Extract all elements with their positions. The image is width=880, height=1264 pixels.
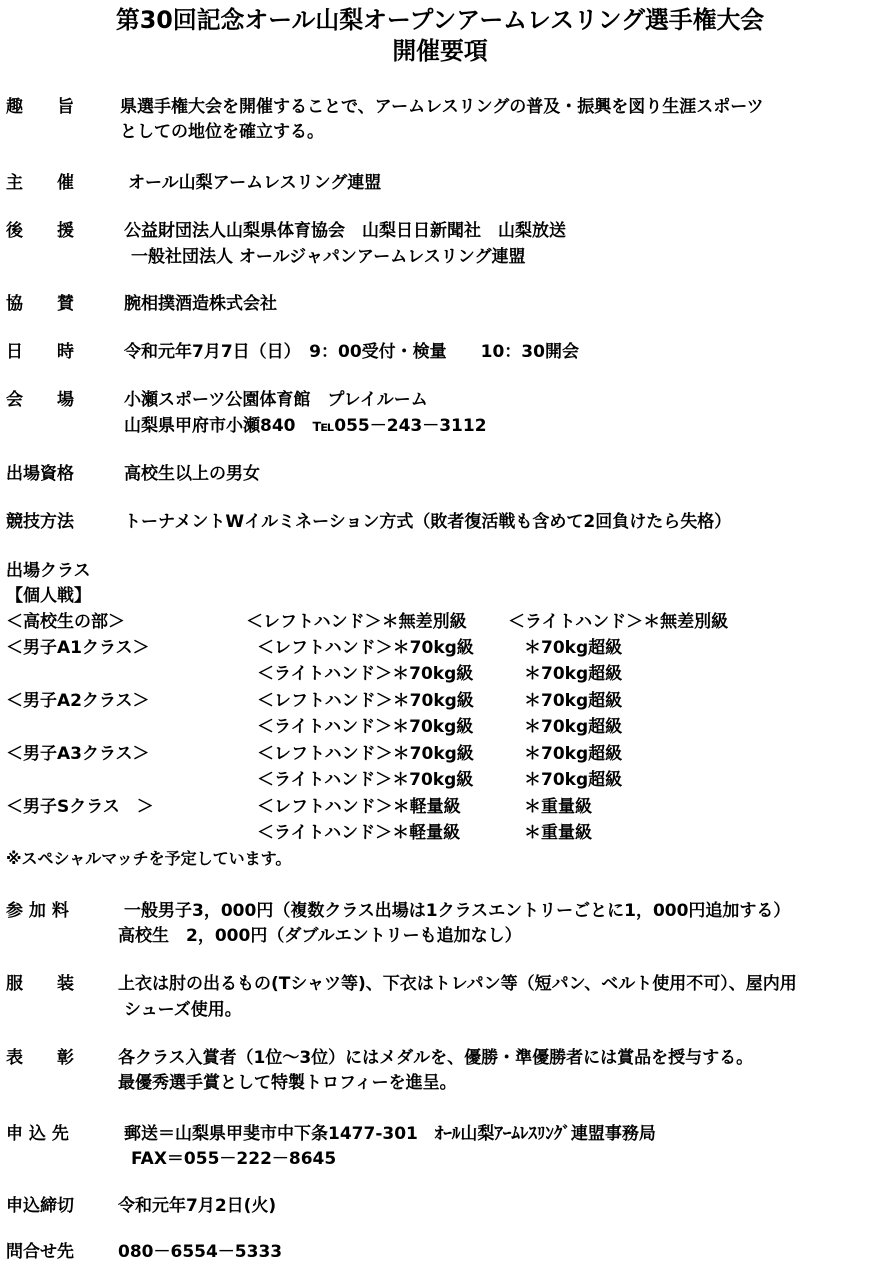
apply-mail: 郵送＝山梨県甲斐市中下条1477-301 ｵｰﾙ山梨ｱｰﾑﾚｽﾘﾝｸﾞ連盟事務局	[124, 1124, 656, 1144]
eligibility-label: 出場資格	[6, 464, 74, 484]
format-text: トーナメントWイルミネーション方式（敗者復活戦も含めて2回負けたら失格）	[124, 512, 732, 532]
class-a3-left-other: ＊70kg超級	[524, 744, 623, 764]
attire-label: 服 装	[6, 974, 74, 994]
format-label: 競技方法	[6, 512, 74, 532]
venue-name: 小瀬スポーツ公園体育館 プレイルーム	[124, 390, 428, 410]
classes-heading: 出場クラス	[6, 561, 91, 581]
awards-label: 表 彰	[6, 1048, 74, 1068]
venue-label: 会 場	[6, 390, 74, 410]
deadline-text: 令和元年7月2日(火)	[118, 1196, 277, 1216]
fees-text-1: 一般男子3，000円（複数クラス出場は1クラスエントリーごとに1，000円追加する）	[124, 901, 791, 921]
class-a2-name: ＜男子A2クラス＞	[6, 691, 150, 711]
class-a3-right-other: ＊70kg超級	[524, 770, 623, 790]
classes-subheading: 【個人戦】	[6, 586, 91, 606]
purpose-text-2: としての地位を確立する。	[120, 122, 324, 142]
class-highschool-name: ＜高校生の部＞	[6, 612, 125, 632]
support-text-2: 一般社団法人 オールジャパンアームレスリング連盟	[131, 247, 526, 267]
purpose-text-1: 県選手権大会を開催することで、アームレスリングの普及・振興を図り生涯スポーツ	[120, 97, 764, 117]
fees-label: 参 加 料	[6, 901, 69, 921]
class-a1-right-other: ＊70kg超級	[524, 664, 623, 684]
class-s-name: ＜男子Sクラス ＞	[6, 797, 154, 817]
deadline-label: 申込締切	[6, 1196, 74, 1216]
class-s-right: ＜ライトハンド＞＊軽量級	[257, 823, 461, 843]
class-a3-left: ＜レフトハンド＞＊70kg級	[257, 744, 474, 764]
purpose-label: 趣 旨	[6, 97, 74, 117]
class-a3-right: ＜ライトハンド＞＊70kg級	[257, 770, 474, 790]
special-match-note: ※スペシャルマッチを予定しています。	[6, 849, 292, 868]
attire-text-2: シューズ使用。	[124, 1000, 242, 1020]
date-text: 令和元年7月7日（日） 9：00受付・検量 10：30開会	[124, 342, 579, 362]
venue-address: 山梨県甲府市小瀬840 ℡055－243－3112	[124, 416, 487, 436]
sponsor-label: 協 賛	[6, 294, 74, 314]
class-a1-name: ＜男子A1クラス＞	[6, 638, 150, 658]
contact-label: 問合せ先	[6, 1242, 74, 1262]
support-text-1: 公益財団法人山梨県体育協会 山梨日日新聞社 山梨放送	[124, 221, 566, 241]
support-label: 後 援	[6, 221, 74, 241]
class-a1-left-other: ＊70kg超級	[524, 638, 623, 658]
class-highschool-left: ＜レフトハンド＞＊無差別級	[246, 612, 467, 632]
class-s-left-other: ＊重量級	[524, 797, 592, 817]
class-a3-name: ＜男子A3クラス＞	[6, 744, 150, 764]
class-a1-left: ＜レフトハンド＞＊70kg級	[257, 638, 474, 658]
class-a2-left: ＜レフトハンド＞＊70kg級	[257, 691, 474, 711]
class-s-right-other: ＊重量級	[524, 823, 592, 843]
attire-text-1: 上衣は肘の出るもの(Tシャツ等)、下衣はトレパン等（短パン、ベルト使用不可）、屋内用	[118, 974, 797, 994]
contact-phone: 080－6554－5333	[118, 1242, 283, 1262]
class-s-left: ＜レフトハンド＞＊軽量級	[257, 797, 461, 817]
class-a2-right: ＜ライトハンド＞＊70kg級	[257, 717, 474, 737]
sponsor-text: 腕相撲酒造株式会社	[124, 294, 277, 314]
class-highschool-right: ＜ライトハンド＞＊無差別級	[508, 612, 729, 632]
class-a2-right-other: ＊70kg超級	[524, 717, 623, 737]
class-a2-left-other: ＊70kg超級	[524, 691, 623, 711]
organizer-label: 主 催	[6, 173, 74, 193]
awards-text-1: 各クラス入賞者（1位～3位）にはメダルを、優勝・準優勝者には賞品を授与する。	[118, 1048, 754, 1068]
awards-text-2: 最優秀選手賞として特製トロフィーを進呈。	[118, 1073, 457, 1093]
eligibility-text: 高校生以上の男女	[124, 464, 260, 484]
fees-text-2: 高校生 2，000円（ダブルエントリーも追加なし）	[118, 926, 522, 946]
date-label: 日 時	[6, 342, 74, 362]
class-a1-right: ＜ライトハンド＞＊70kg級	[257, 664, 474, 684]
event-title: 第30回記念オール山梨オープンアームレスリング選手権大会	[115, 6, 765, 34]
apply-label: 申 込 先	[6, 1124, 69, 1144]
organizer-text: オール山梨アームレスリング連盟	[128, 173, 382, 193]
apply-fax: FAX＝055－222－8645	[131, 1149, 337, 1169]
outline-heading: 開催要項	[392, 37, 488, 65]
